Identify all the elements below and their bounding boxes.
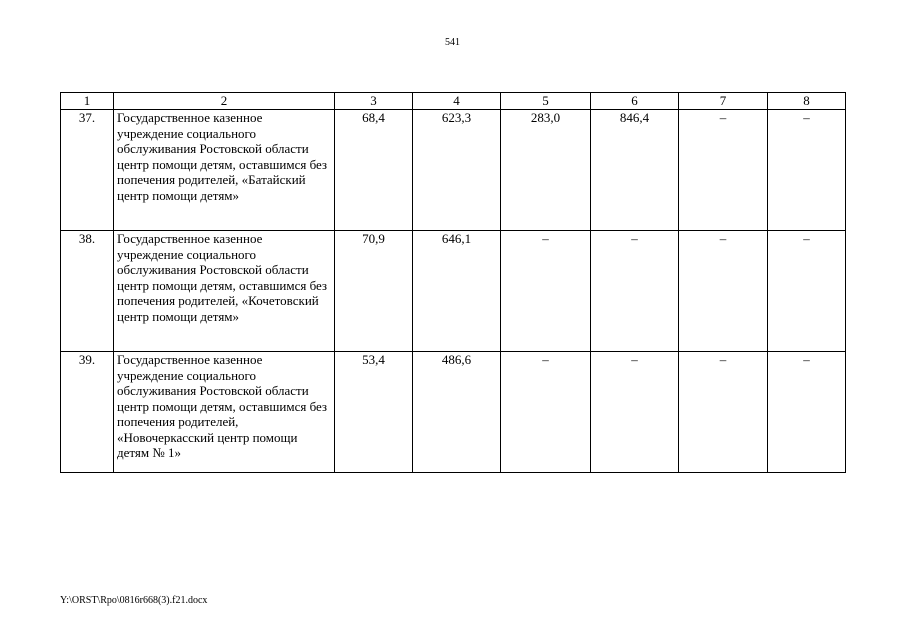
value-cell: – xyxy=(768,231,846,352)
column-header: 3 xyxy=(335,93,413,110)
column-header: 5 xyxy=(501,93,591,110)
column-header: 7 xyxy=(679,93,768,110)
value-cell: – xyxy=(501,352,591,473)
file-path-footer: Y:\ORST\Rpo\0816r668(3).f21.docx xyxy=(60,595,208,606)
value-cell: 53,4 xyxy=(335,352,413,473)
value-cell: 623,3 xyxy=(413,110,501,231)
value-cell: 486,6 xyxy=(413,352,501,473)
value-cell: 68,4 xyxy=(335,110,413,231)
institution-name: Государственное казенное учреждение социального обслуживания Ростовской области центр помощи детям, оставшимся без попечения родителей, «Новочеркасский центр помощи детям № 1» xyxy=(114,352,335,473)
table-row xyxy=(61,352,846,473)
value-cell: – xyxy=(591,231,679,352)
page-number: 541 xyxy=(445,37,460,48)
column-header: 1 xyxy=(61,93,114,110)
value-cell: 70,9 xyxy=(335,231,413,352)
value-cell: 846,4 xyxy=(591,110,679,231)
column-header: 4 xyxy=(413,93,501,110)
value-cell: – xyxy=(768,352,846,473)
value-cell: 283,0 xyxy=(501,110,591,231)
table-row xyxy=(61,110,846,231)
institution-name: Государственное казенное учреждение социального обслуживания Ростовской области центр помощи детям, оставшимся без попечения родителей, «Кочетовский центр помощи детям» xyxy=(114,231,335,352)
row-number: 38. xyxy=(61,231,114,352)
row-number: 39. xyxy=(61,352,114,473)
budget-table xyxy=(60,92,846,473)
value-cell: 646,1 xyxy=(413,231,501,352)
row-number: 37. xyxy=(61,110,114,231)
value-cell: – xyxy=(591,352,679,473)
value-cell: – xyxy=(768,110,846,231)
column-header: 6 xyxy=(591,93,679,110)
column-header: 8 xyxy=(768,93,846,110)
institution-name: Государственное казенное учреждение социального обслуживания Ростовской области центр помощи детям, оставшимся без попечения родителей, «Батайский центр помощи детям» xyxy=(114,110,335,231)
value-cell: – xyxy=(679,231,768,352)
table-header-row xyxy=(61,93,846,110)
value-cell: – xyxy=(679,110,768,231)
table-row xyxy=(61,231,846,352)
value-cell: – xyxy=(679,352,768,473)
column-header: 2 xyxy=(114,93,335,110)
value-cell: – xyxy=(501,231,591,352)
